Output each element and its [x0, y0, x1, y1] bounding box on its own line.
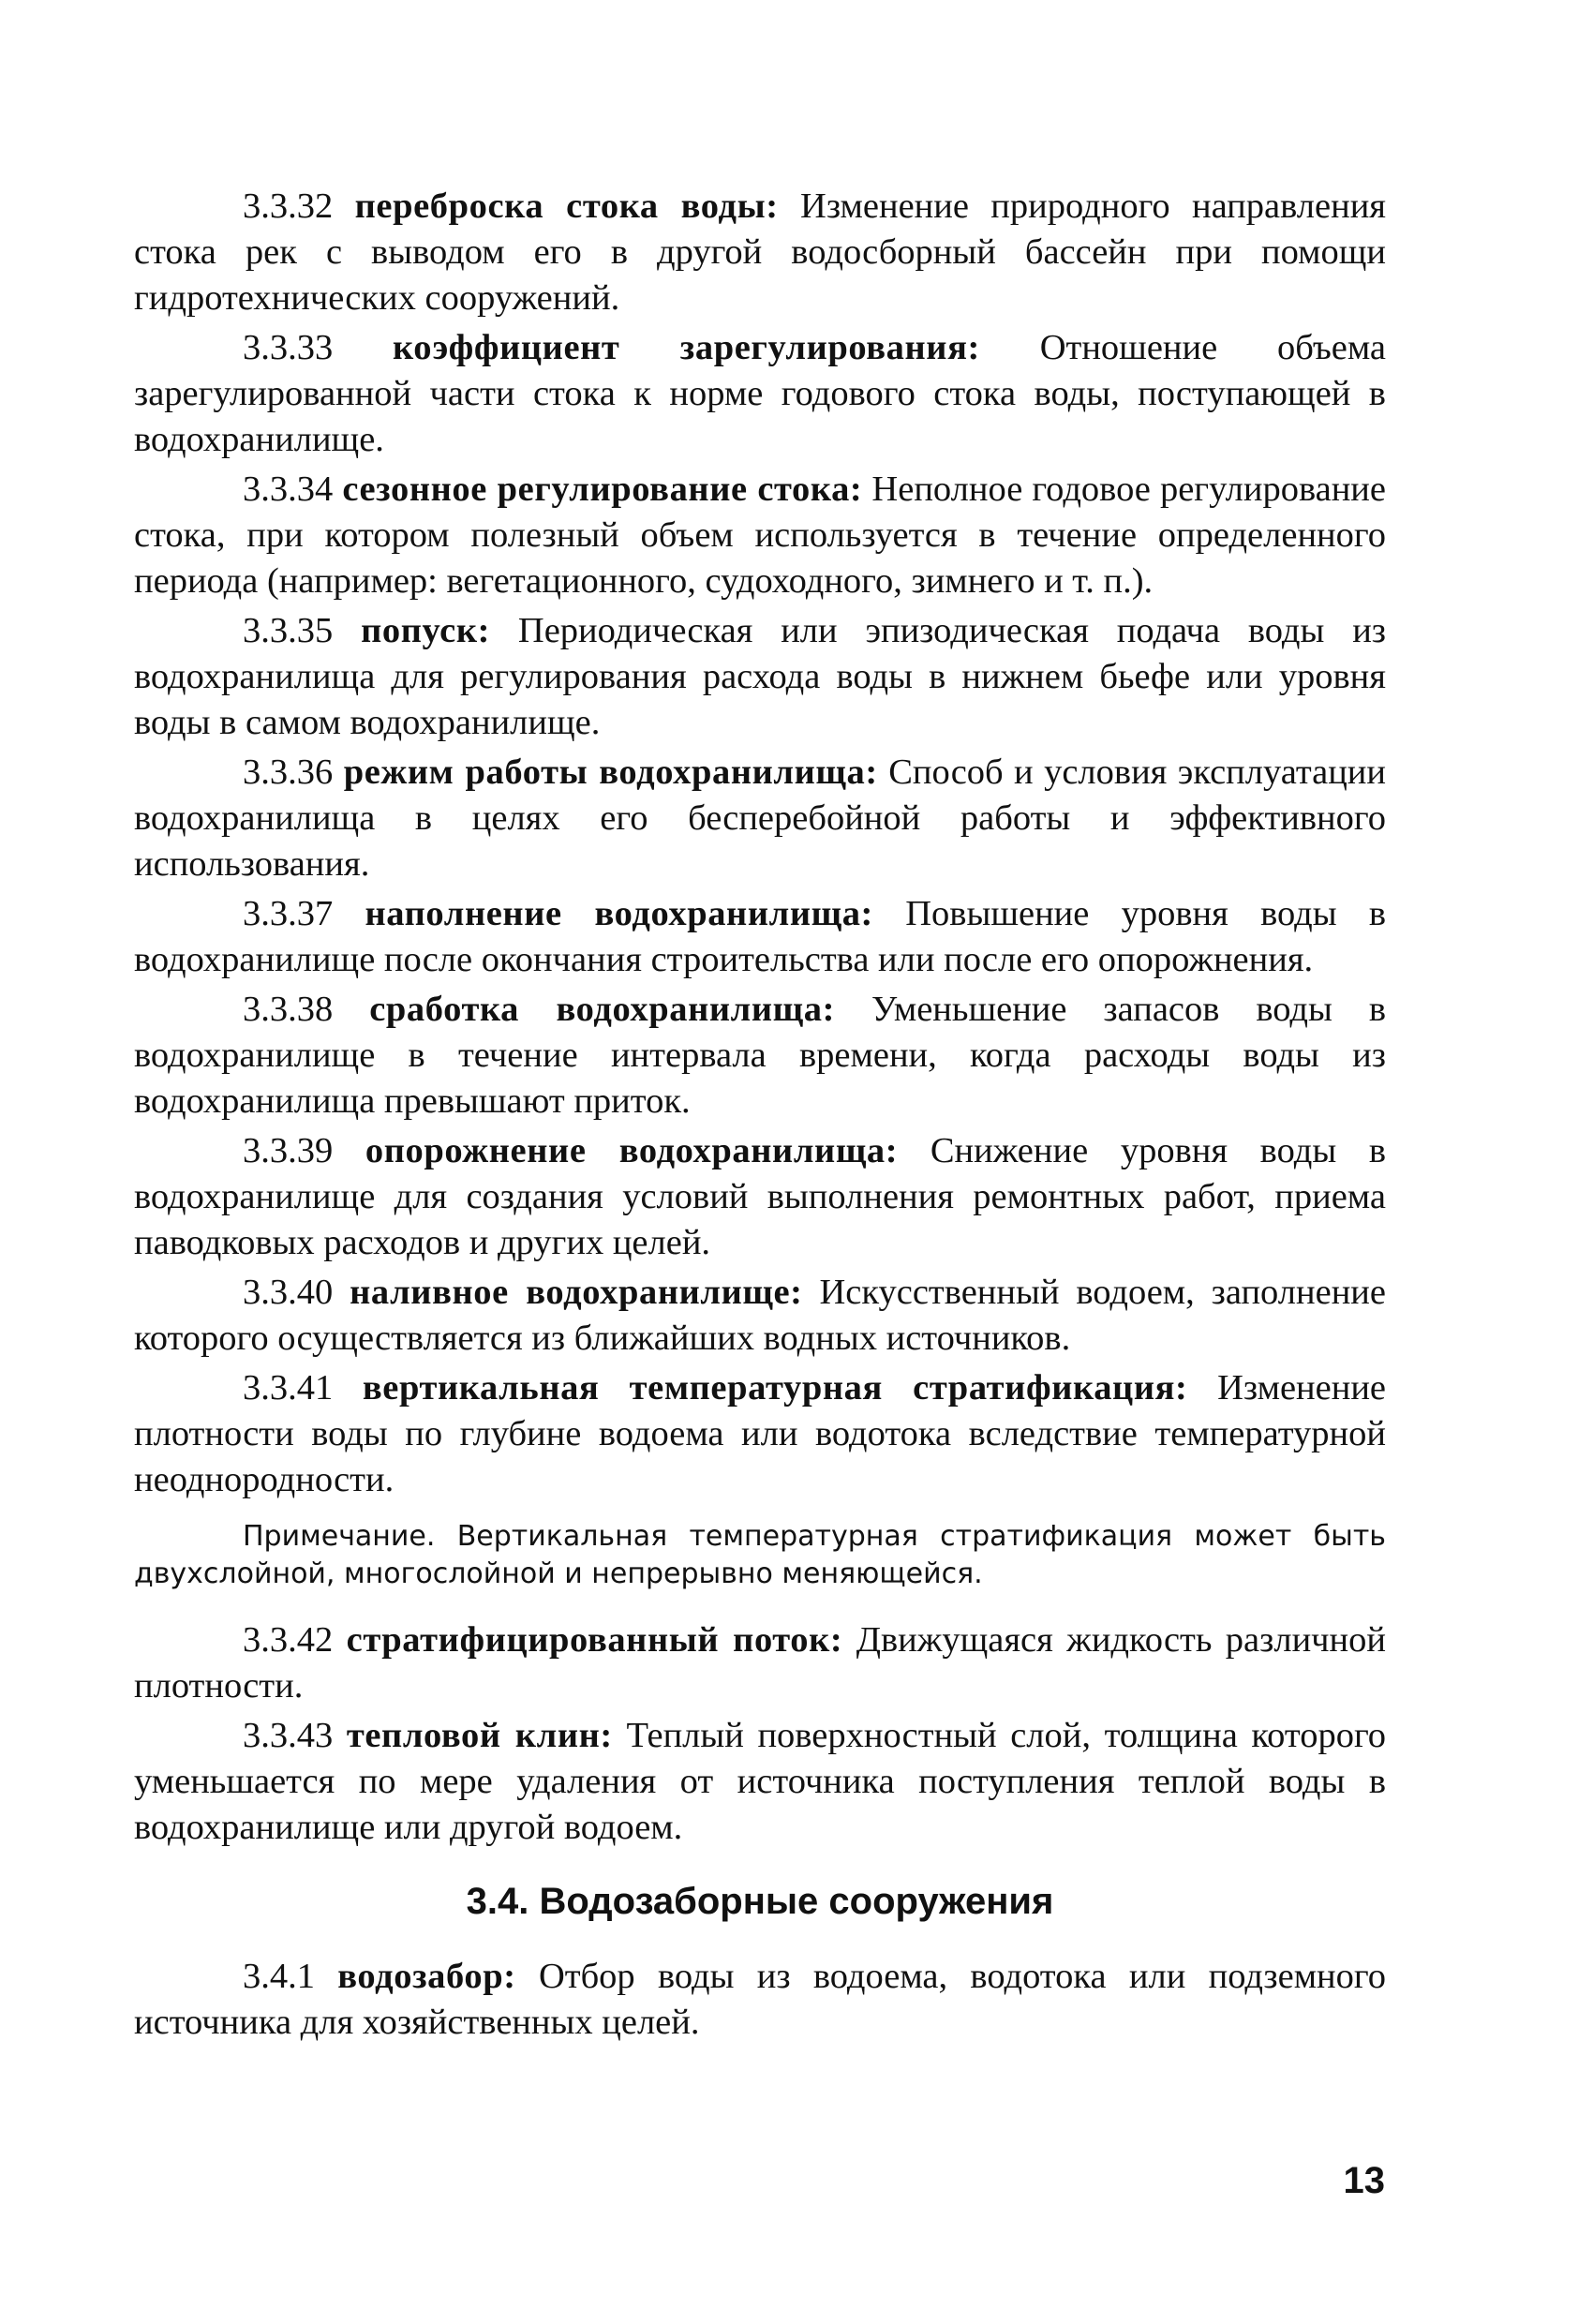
entry-term: опорожнение водохранилища:	[365, 1131, 899, 1170]
entry-term: переброска стока воды:	[354, 186, 779, 226]
entry-text: Периодическая или эпизодическая подача воды из водохранилища для регулирования расхода воды в нижнем бьефе или уровня воды в самом водохранилище.	[134, 611, 1387, 742]
entry-number: 3.3.38	[243, 990, 334, 1029]
page-body	[134, 184, 1386, 2049]
entry-number: 3.3.36	[243, 752, 334, 792]
entry-term: наполнение водохранилища:	[365, 894, 873, 933]
entry-term: стратифицированный поток:	[346, 1620, 843, 1660]
definition-entry	[134, 1617, 1386, 1709]
entry-text: Изменение природного направления стока рек с выводом его в другой водосборный бассейн при помощи гидротехнических сооружений.	[134, 186, 1387, 318]
definition-entry	[134, 1713, 1386, 1851]
definition-entry	[134, 750, 1386, 887]
entry-term: тепловой клин:	[346, 1716, 613, 1755]
entry-number: 3.3.39	[243, 1131, 334, 1170]
entry-term: коэффициент зарегулирования:	[393, 328, 980, 367]
note-paragraph: Примечание. Вертикальная температурная стратификация может быть двухслойной, многослойной и непрерывно меняющейся.	[134, 1520, 1386, 1590]
entry-term: режим работы водохранилища:	[343, 752, 878, 792]
entry-number: 3.3.34	[243, 469, 334, 509]
entry-term: наливное водохранилище:	[350, 1273, 803, 1312]
definition-entry	[134, 1954, 1386, 2046]
definition-entry	[134, 891, 1386, 983]
entry-text: Повышение уровня воды в водохранилище после окончания строительства или после его опорожнения.	[134, 894, 1387, 979]
page-number: 13	[1343, 2160, 1385, 2201]
entry-number: 3.3.32	[243, 186, 334, 226]
entry-number: 3.3.40	[243, 1273, 334, 1312]
entry-text: Снижение уровня воды в водохранилище для создания условий выполнения ремонтных работ, приема паводковых расходов и других целей.	[134, 1131, 1386, 1262]
entry-text: Уменьшение запасов воды в водохранилище в течение интервала времени, когда расходы воды из водохранилища превышают приток.	[134, 990, 1387, 1121]
entry-term: вертикальная температурная стратификация:	[362, 1368, 1188, 1408]
definition-entry	[134, 1270, 1386, 1362]
entry-number: 3.3.37	[243, 894, 334, 933]
entry-term: водозабор:	[337, 1957, 516, 1996]
entry-text: Неполное годовое регулирование стока, при котором полезный объем используется в течение определенного периода (например: вегетационного, судоходного, зимнего и т. п.).	[134, 469, 1386, 601]
definition-entry	[134, 467, 1386, 604]
entry-text: Движущаяся жидкость различной плотности.	[134, 1620, 1386, 1706]
entry-text: Теплый поверхностный слой, толщина которого уменьшается по мере удаления от источника поступления теплой воды в водохранилище или другой водоем.	[134, 1716, 1387, 1847]
entry-text: Изменение плотности воды по глубине водоема или водотока вследствие температурной неоднородности.	[134, 1368, 1387, 1499]
definition-entry	[134, 1365, 1386, 1503]
entry-text: Искусственный водоем, заполнение которого осуществляется из ближайших водных источников.	[134, 1273, 1386, 1358]
entry-number: 3.3.41	[243, 1368, 334, 1408]
entry-number: 3.3.35	[243, 611, 334, 650]
entry-term: сработка водохранилища:	[369, 990, 836, 1029]
definition-entry	[134, 987, 1386, 1125]
definition-entry	[134, 608, 1386, 746]
entry-text: Отношение объема зарегулированной части стока к норме годового стока воды, поступающей в водохранилище.	[134, 328, 1387, 459]
entry-text: Способ и условия эксплуатации водохранилища в целях его бесперебойной работы и эффективного использования.	[134, 752, 1387, 884]
entry-number: 3.3.43	[243, 1716, 334, 1755]
definition-entry	[134, 184, 1386, 321]
entry-text: Отбор воды из водоема, водотока или подземного источника для хозяйственных целей.	[134, 1957, 1386, 2042]
definition-entry	[134, 325, 1386, 463]
entry-number: 3.3.42	[243, 1620, 334, 1660]
entry-number: 3.3.33	[243, 328, 334, 367]
entry-number: 3.4.1	[243, 1957, 315, 1996]
section-heading: 3.4. Водозаборные сооружения	[466, 1881, 1054, 1922]
entry-term: попуск:	[361, 611, 491, 650]
entry-term: сезонное регулирование стока:	[342, 469, 863, 509]
definition-entry	[134, 1128, 1386, 1266]
